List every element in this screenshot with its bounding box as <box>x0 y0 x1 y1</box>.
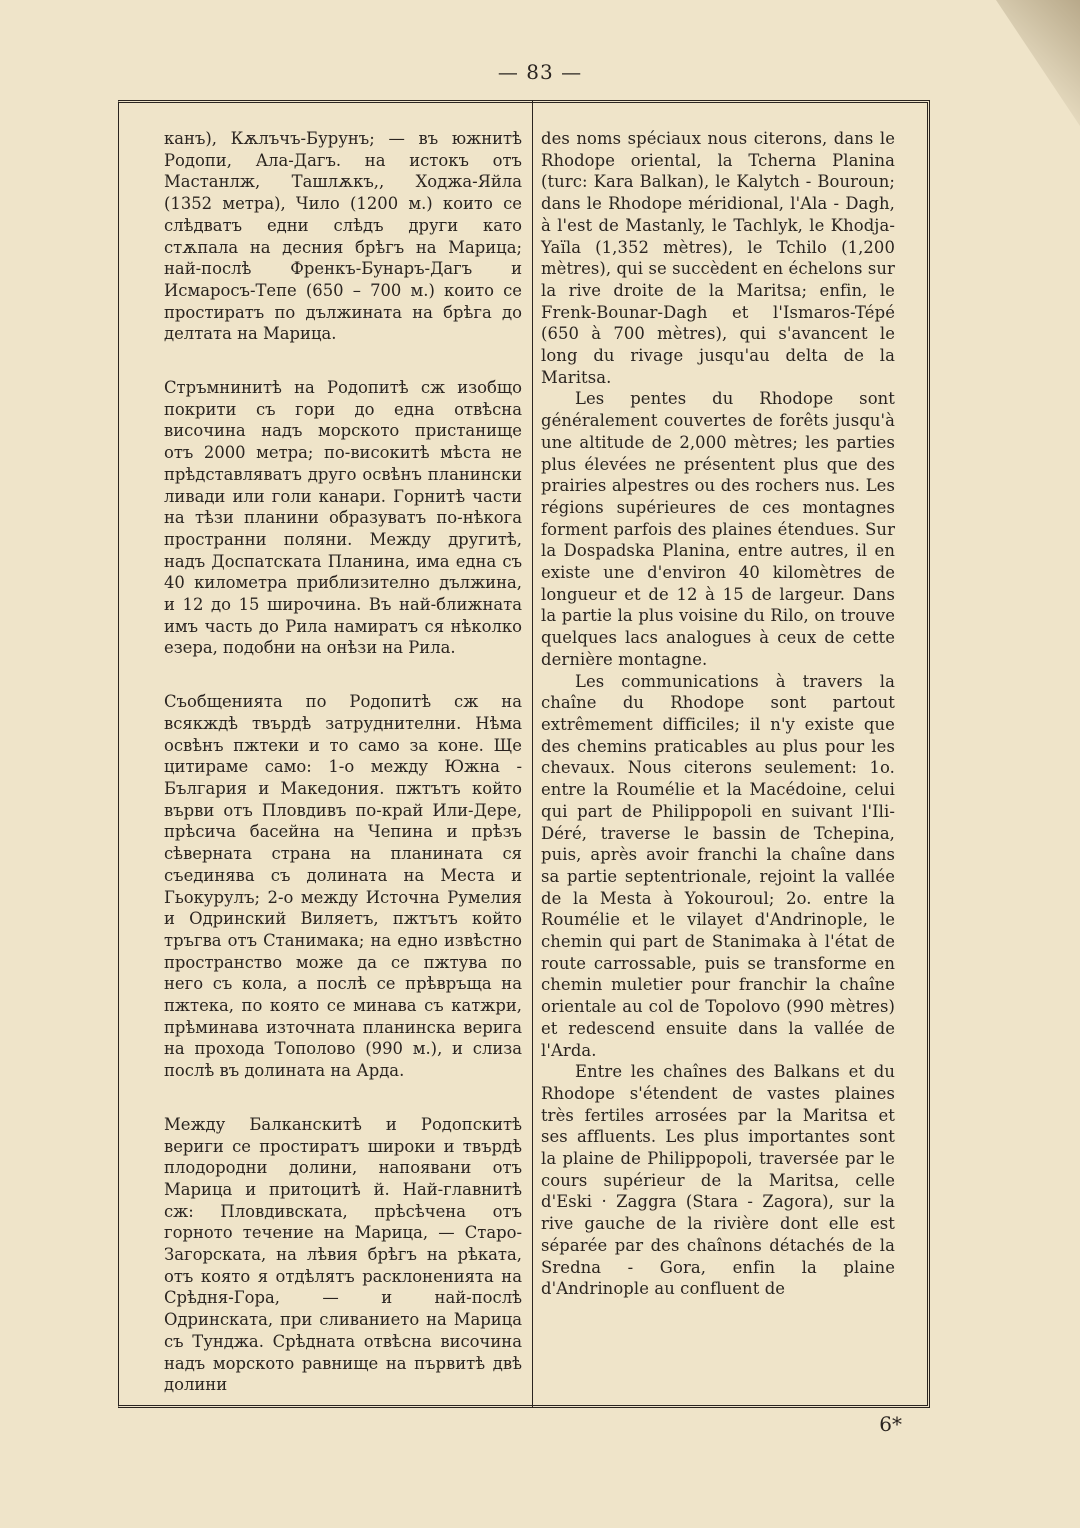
right-column-french <box>541 128 895 1300</box>
left-paragraph: Стръмнинитѣ на Родопитѣ сж изобщо покрити съ гори до една отвѣсна височина надъ морското пристанище отъ 2000 метра; по-високитѣ мѣста не прѣдставляватъ друго освѣнъ планински ливади или голи канари. Горнитѣ части на тѣзи планини образуватъ по-нѣкога пространни поляни. Между другитѣ, надъ Доспатската Планина, има една съ 40 километра приблизително дължина, и 12 до 15 широчина. Въ най-ближната имъ часть до Рила намиратъ ся нѣколко езера, подобни на онѣзи на Рила. <box>164 378 522 658</box>
column-divider <box>532 100 533 1408</box>
right-paragraph: Les communications à travers la chaîne du Rhodope sont partout extrêmement difficiles; il n'y existe que des chemins praticables au plus pour les chevaux. Nous citerons seulement: 1o. entre la Roumélie et la Macédoine, celui qui part de Philippopoli en suivant l'Ili-Déré, traverse le bassin de Tchepina, puis, après avoir franchi la chaîne dans sa partie septentrionale, rejoint la vallée de la Mesta à Yokouroul; 2o. entre la Roumélie et le vilayet d'Andrinople, le chemin qui part de Stanimaka à l'état de route carrossable, puis se transforme en chemin muletier pour franchir la chaîne orientale au col de Topolovo (990 mètres) et redescend ensuite dans la vallée de l'Arda. <box>541 671 895 1060</box>
right-paragraph: Les pentes du Rhodope sont généralement couvertes de forêts jusqu'à une altitude de 2,000 mètres; les parties plus élevées ne présentent plus que des prairies alpestres ou des rochers nus. Les régions supérieures de ces montagnes forment parfois des plaines étendues. Sur la Dospadska Planina, entre autres, il en existe une d'environ 40 kilomètres de longueur et de 12 à 15 de largeur. Dans la partie la plus voisine du Rilo, on trouve quelques lacs analogues à ceux de cette dernière montagne. <box>541 389 895 669</box>
left-paragraph: Между Балканскитѣ и Родопскитѣ вериги се простиратъ широки и твърдѣ плодородни долини, напоявани отъ Марица и притоцитѣ й. Най-главнитѣ сж: Пловдивската, прѣсѣчена отъ горното течение на Марица, — Старо-Загорската, на лѣвия брѣгъ на рѣката, отъ която я отдѣлятъ расклоненията на Срѣдня-Гора, — и най-послѣ Одринската, при сливанието на Марица съ Тунджа. Срѣдната отвѣсна височина надъ морското равнище на първитѣ двѣ долини <box>164 1114 522 1395</box>
left-paragraph: Съобщенията по Родопитѣ сж на всякждѣ твърдѣ затруднителни. Нѣма освѣнъ пжтеки и то само за коне. Ще цитираме само: 1-о между Южна - България и Македония. пжтътъ който върви отъ Пловдивъ по-край Или-Дере, прѣсича басейна на Чепина и прѣзъ сѣверната страна на планината ся съединява съ долината на Места и Гьокурулъ; 2-о между Источна Румелия и Одринский Виляетъ, пжтътъ който тръгва отъ Станимака; на едно извѣстно пространство може да се пжтува по него съ кола, а послѣ се прѣвръща на пжтека, по която се минава съ катжри, прѣминава източната планинска верига на прохода Тополово (990 м.), и слиза послѣ въ долината на Арда. <box>164 692 522 1081</box>
left-column-bulgarian <box>164 128 522 1396</box>
right-paragraph: Entre les chaînes des Balkans et du Rhodope s'étendent de vastes plaines très fertiles arrosées par la Maritsa et ses affluents. Les plus importantes sont la plaine de Philippopoli, traversée par le cours supérieur de la Maritsa, celle d'Eski · Zaggra (Stara - Zagora), sur la rive gauche de la rivière dont elle est séparée par des chaînons détachés de la Sredna - Gora, enfin la plaine d'Andrinople au confluent de <box>541 1062 895 1299</box>
left-paragraph: канъ), Кѫлъчъ-Бурунъ; — въ южнитѣ Родопи, Ала-Дагъ. на истокъ отъ Мастанлж, Ташлѫкъ,, Ходжа-Яйла (1352 метра), Чило (1200 м.) които се слѣдватъ едни слѣдъ други като стѫпала на десния брѣгъ на Марица; най-послѣ Френкъ-Бунаръ-Дагъ и Исмаросъ-Тепе (650 – 700 м.) които се простиратъ по дължината на брѣга до делтата на Марица. <box>164 129 522 344</box>
page-number: — 83 — <box>497 60 583 84</box>
signature-mark: 6* <box>879 1412 902 1436</box>
right-paragraph: des noms spéciaux nous citerons, dans le Rhodope oriental, la Tcherna Planina (turc: Kara Balkan), le Kalytch - Bouroun; dans le Rhodope méridional, l'Ala - Dagh, à l'est de Mastanly, le Tachlyk, le Khodja-Yaïla (1,352 mètres), le Tchilo (1,200 mètres), qui se succèdent en échelons sur la rive droite de la Maritsa; enfin, le Frenk-Bounar-Dagh et l'Ismaros-Tépé (650 à 700 mètres), qui s'avancent le long du rivage jusqu'au delta de la Maritsa. <box>541 129 895 387</box>
